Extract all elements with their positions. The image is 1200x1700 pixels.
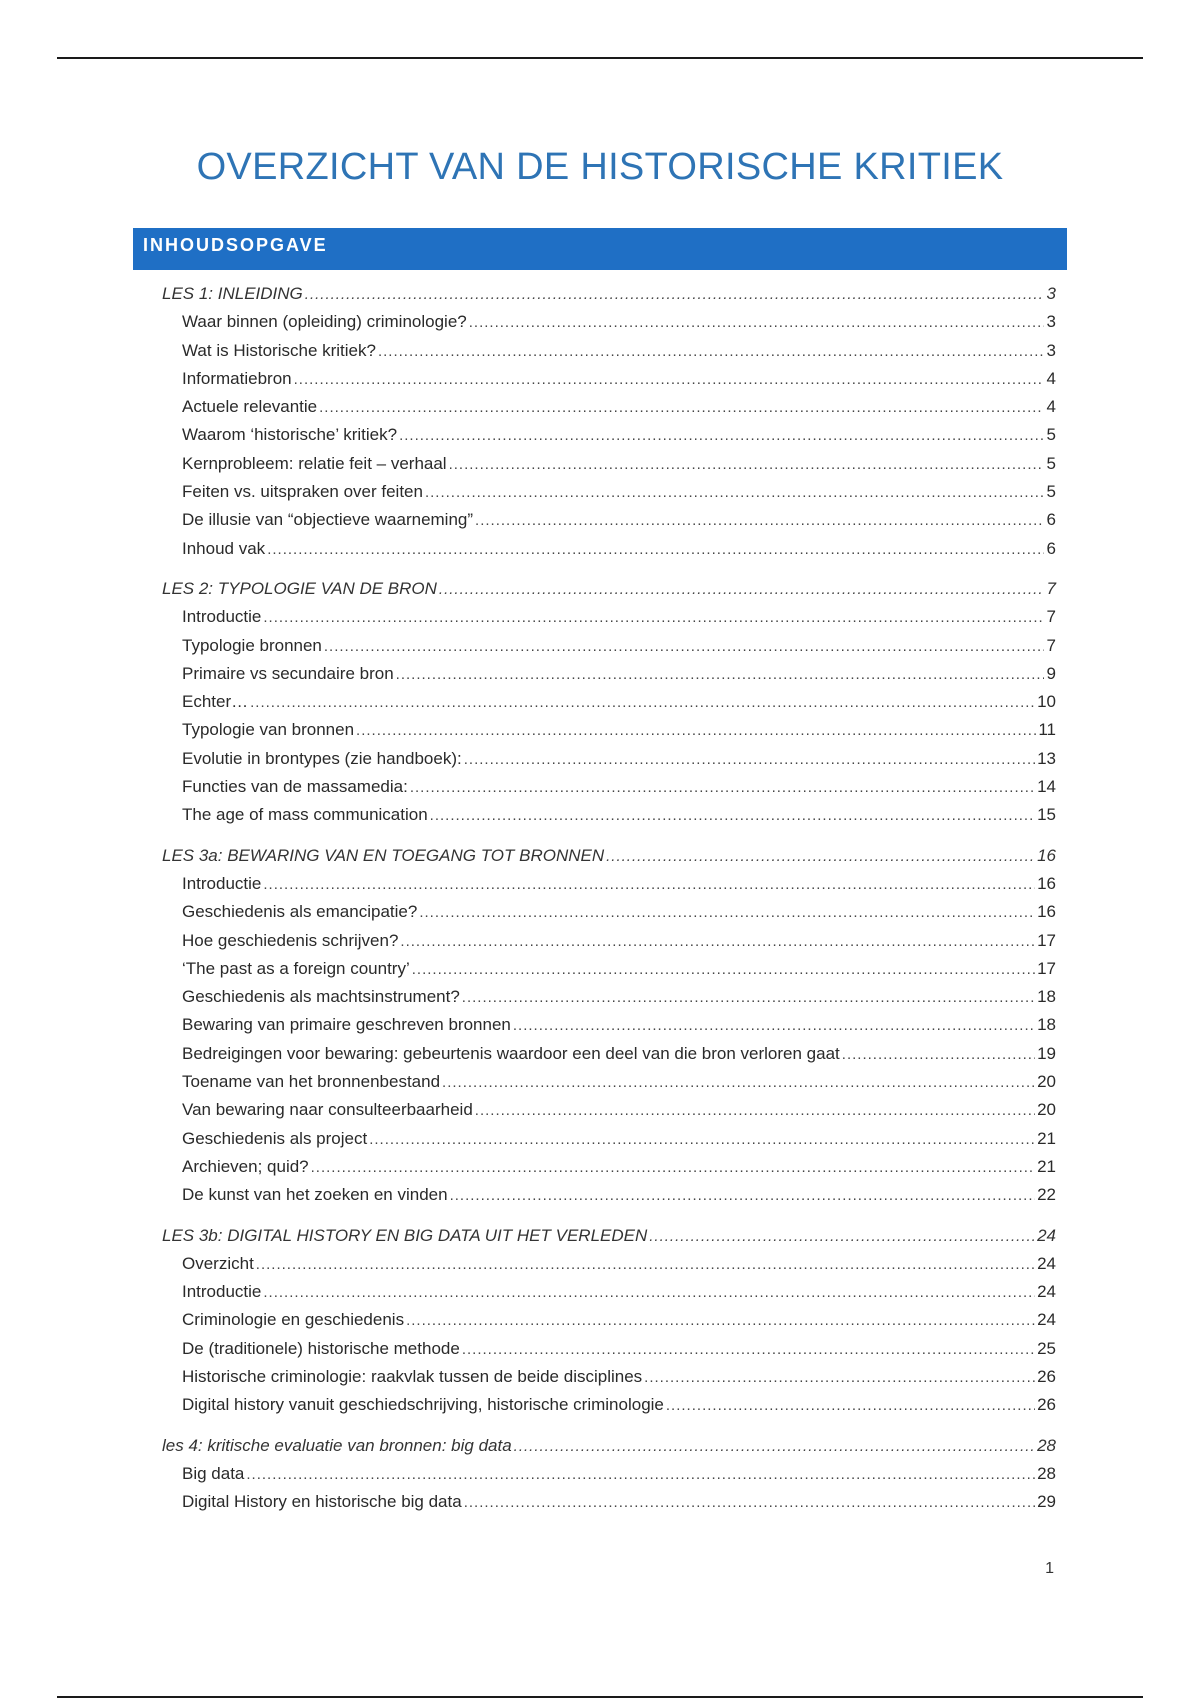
bottom-rule [57, 1696, 1143, 1698]
toc-dot-leader [449, 451, 1044, 479]
toc-subsection-link[interactable] [162, 450, 1056, 478]
toc-entry-title: Feiten vs. uitspraken over feiten [182, 482, 423, 502]
toc-dot-leader [666, 1392, 1035, 1420]
toc-dot-leader [442, 1069, 1035, 1097]
toc-entry-title: Criminologie en geschiedenis [182, 1310, 405, 1330]
toc-subsection-link[interactable] [162, 1068, 1056, 1096]
toc-dot-leader [396, 661, 1044, 689]
toc-page-number: 16 [1037, 902, 1056, 922]
toc-page-number: 21 [1037, 1128, 1056, 1148]
toc-entry-title: Waarom ‘historische’ kritiek? [182, 425, 398, 445]
toc-subsection-link[interactable] [162, 1040, 1056, 1068]
toc-dot-leader [294, 366, 1044, 394]
toc-dot-leader [267, 536, 1044, 564]
toc-entry-title: Historische criminologie: raakvlak tussen de beide disciplines [182, 1366, 643, 1386]
toc-dot-leader [469, 309, 1044, 337]
toc-dot-leader [250, 689, 1035, 717]
toc-subsection-link[interactable] [162, 1125, 1056, 1153]
toc-dot-leader [513, 1012, 1035, 1040]
toc-dot-leader [439, 576, 1044, 604]
toc-entry-title: Actuele relevantie [182, 397, 318, 417]
toc-page-number: 17 [1037, 930, 1056, 950]
toc-page-number: 21 [1037, 1156, 1056, 1176]
toc-subsection-link[interactable] [162, 1181, 1056, 1209]
toc-heading: INHOUDSOPGAVE [133, 228, 1067, 270]
toc-subsection-link[interactable] [162, 308, 1056, 336]
toc-subsection-link[interactable] [162, 927, 1056, 955]
toc-dot-leader [419, 899, 1035, 927]
toc-section-link[interactable] [162, 842, 1056, 870]
toc-subsection-link[interactable] [162, 983, 1056, 1011]
toc-entry-title: De illusie van “objectieve waarneming” [182, 510, 474, 530]
toc-subsection-link[interactable] [162, 1096, 1056, 1124]
toc-subsection-link[interactable] [162, 745, 1056, 773]
toc-entry-title: Geschiedenis als emancipatie? [182, 902, 418, 922]
toc-entry-title: LES 1: INLEIDING [162, 284, 303, 303]
toc-subsection-link[interactable] [162, 1306, 1056, 1334]
toc-subsection-link[interactable] [162, 365, 1056, 393]
toc-entry-title: Bedreigingen voor bewaring: gebeurtenis waardoor een deel van die bron verloren gaat [182, 1043, 840, 1063]
toc-page-number: 26 [1037, 1395, 1056, 1415]
toc-subsection-link[interactable] [162, 1335, 1056, 1363]
toc-page-number: 9 [1046, 663, 1056, 683]
toc-dot-leader [369, 1126, 1035, 1154]
toc-dot-leader [412, 956, 1035, 984]
toc-page-number: 7 [1046, 607, 1056, 627]
toc-page-number: 4 [1046, 397, 1056, 417]
toc-entry-title: Echter… [182, 692, 249, 712]
toc-entry-title: Digital history vanuit geschiedschrijving, historische criminologie [182, 1395, 664, 1415]
toc-page-number: 3 [1046, 312, 1056, 332]
toc-section-gap [162, 563, 1056, 575]
toc-dot-leader [263, 871, 1035, 899]
toc-subsection-link[interactable] [162, 801, 1056, 829]
toc-page-number: 26 [1037, 1366, 1056, 1386]
toc-dot-leader [378, 338, 1044, 366]
toc-page-number: 16 [1037, 845, 1056, 865]
toc-subsection-link[interactable] [162, 1391, 1056, 1419]
toc-subsection-link[interactable] [162, 1460, 1056, 1488]
toc-section-gap [162, 830, 1056, 842]
toc-subsection-link[interactable] [162, 632, 1056, 660]
toc-page-number: 3 [1046, 340, 1056, 360]
toc-subsection-link[interactable] [162, 660, 1056, 688]
toc-page-number: 7 [1046, 578, 1056, 598]
toc-subsection-link[interactable] [162, 1278, 1056, 1306]
toc-section-link[interactable] [162, 1222, 1056, 1250]
toc-dot-leader [649, 1223, 1035, 1251]
toc-dot-leader [410, 774, 1035, 802]
toc-page-number: 5 [1046, 482, 1056, 502]
toc-page-number: 6 [1046, 510, 1056, 530]
toc-page-number: 25 [1037, 1338, 1056, 1358]
toc-section-link[interactable] [162, 575, 1056, 603]
toc-dot-leader [399, 422, 1044, 450]
toc-entry-title: LES 3a: BEWARING VAN EN TOEGANG TOT BRONNEN [162, 845, 605, 865]
toc-dot-leader [406, 1307, 1035, 1335]
toc-page-number: 18 [1037, 1015, 1056, 1035]
toc-page-number: 4 [1046, 368, 1056, 388]
toc-entry-title: Typologie bronnen [182, 635, 322, 655]
toc-dot-leader [644, 1364, 1035, 1392]
toc-dot-leader [256, 1251, 1035, 1279]
toc-dot-leader [475, 507, 1044, 535]
toc-page-number: 11 [1038, 720, 1056, 740]
toc-entry-title: The age of mass communication [182, 805, 428, 825]
toc-page-number: 18 [1037, 987, 1056, 1007]
toc-entry-title: Waar binnen (opleiding) criminologie? [182, 312, 467, 332]
toc-entry-title: De (traditionele) historische methode [182, 1338, 460, 1358]
toc-dot-leader [311, 1154, 1035, 1182]
toc-page-number: 29 [1037, 1492, 1056, 1512]
toc-entry-title: Typologie van bronnen [182, 720, 355, 740]
toc-subsection-link[interactable] [162, 478, 1056, 506]
toc-dot-leader [356, 717, 1036, 745]
toc-page-number: 5 [1046, 425, 1056, 445]
toc-entry-title: De kunst van het zoeken en vinden [182, 1185, 448, 1205]
toc-page-number: 20 [1037, 1100, 1056, 1120]
toc-page-number: 24 [1037, 1310, 1056, 1330]
toc-page-number: 7 [1046, 635, 1056, 655]
toc-entry-title: Bewaring van primaire geschreven bronnen [182, 1015, 511, 1035]
toc-dot-leader [464, 746, 1035, 774]
toc-entry-title: Overzicht [182, 1253, 254, 1273]
toc-entry-title: LES 3b: DIGITAL HISTORY EN BIG DATA UIT HET VERLEDEN [162, 1225, 648, 1245]
toc-entry-title: Introductie [182, 873, 262, 893]
document-title: OVERZICHT VAN DE HISTORISCHE KRITIEK [196, 146, 1004, 188]
toc-section-gap [162, 1420, 1056, 1432]
toc-subsection-link[interactable] [162, 1011, 1056, 1039]
toc-entry-title: Primaire vs secundaire bron [182, 663, 394, 683]
toc-dot-leader [324, 633, 1044, 661]
toc-page-number: 28 [1037, 1463, 1056, 1483]
toc-subsection-link[interactable] [162, 773, 1056, 801]
toc-dot-leader [246, 1461, 1035, 1489]
toc-dot-leader [263, 604, 1044, 632]
toc-dot-leader [400, 928, 1035, 956]
toc-subsection-link[interactable] [162, 1363, 1056, 1391]
toc-subsection-link[interactable] [162, 716, 1056, 744]
toc-entry-title: les 4: kritische evaluatie van bronnen: big data [162, 1435, 512, 1455]
toc-subsection-link[interactable] [162, 421, 1056, 449]
toc-page-number: 10 [1037, 692, 1056, 712]
toc-subsection-link[interactable] [162, 1153, 1056, 1181]
toc-entry-title: Wat is Historische kritiek? [182, 340, 376, 360]
toc-page-number: 13 [1037, 748, 1056, 768]
toc-entry-title: Functies van de massamedia: [182, 777, 408, 797]
toc-subsection-link[interactable] [162, 1488, 1056, 1516]
toc-dot-leader [462, 984, 1035, 1012]
toc-subsection-link[interactable] [162, 506, 1056, 534]
toc-page-number: 19 [1037, 1043, 1056, 1063]
toc-entry-title: Geschiedenis als machtsinstrument? [182, 987, 460, 1007]
toc-subsection-link[interactable] [162, 688, 1056, 716]
toc-page-number: 24 [1037, 1225, 1056, 1245]
toc-page-number: 5 [1046, 453, 1056, 473]
toc-entry-title: LES 2: TYPOLOGIE VAN DE BRON [162, 578, 437, 598]
toc-entry-title: Inhoud vak [182, 538, 266, 558]
toc-page-number: 20 [1037, 1072, 1056, 1092]
toc-subsection-link[interactable] [162, 393, 1056, 421]
toc-entry-title: Kernprobleem: relatie feit – verhaal [182, 453, 447, 473]
toc-page-number: 24 [1037, 1282, 1056, 1302]
toc-page-number: 14 [1037, 777, 1056, 797]
toc-entry-title: Introductie [182, 1282, 262, 1302]
toc-page-number: 6 [1046, 538, 1056, 558]
toc-entry-title: Big data [182, 1463, 245, 1483]
toc-entry-title: Hoe geschiedenis schrijven? [182, 930, 399, 950]
toc-entry-title: Digital History en historische big data [182, 1492, 462, 1512]
toc-page-number: 28 [1037, 1435, 1056, 1455]
toc-dot-leader [606, 843, 1035, 871]
toc-dot-leader [430, 802, 1035, 830]
toc-subsection-link[interactable] [162, 337, 1056, 365]
toc-subsection-link[interactable] [162, 870, 1056, 898]
toc-dot-leader [425, 479, 1044, 507]
toc-subsection-link[interactable] [162, 898, 1056, 926]
page-number: 1 [1045, 1560, 1054, 1577]
toc-dot-leader [319, 394, 1044, 422]
toc-subsection-link[interactable] [162, 955, 1056, 983]
toc-page-number: 17 [1037, 958, 1056, 978]
toc-section-gap [162, 1210, 1056, 1222]
toc-dot-leader [305, 281, 1044, 309]
toc-dot-leader [450, 1182, 1036, 1210]
toc-dot-leader [263, 1279, 1035, 1307]
top-rule [57, 57, 1143, 59]
toc-entry-title: ‘The past as a foreign country’ [182, 958, 410, 978]
toc-page-number: 3 [1046, 284, 1056, 303]
toc-page-number: 22 [1037, 1185, 1056, 1205]
toc-entry-title: Informatiebron [182, 368, 292, 388]
toc-entry-title: Archieven; quid? [182, 1156, 309, 1176]
toc-entry-title: Van bewaring naar consulteerbaarheid [182, 1100, 473, 1120]
toc-entry-title: Toename van het bronnenbestand [182, 1072, 441, 1092]
toc-dot-leader [475, 1097, 1035, 1125]
toc-page-number: 16 [1037, 873, 1056, 893]
toc-subsection-link[interactable] [162, 603, 1056, 631]
toc-dot-leader [842, 1041, 1035, 1069]
toc-section-link[interactable] [162, 1432, 1056, 1460]
toc-page-number: 15 [1037, 805, 1056, 825]
toc-dot-leader [462, 1336, 1035, 1364]
table-of-contents [162, 280, 1056, 1516]
toc-entry-title: Geschiedenis als project [182, 1128, 368, 1148]
toc-subsection-link[interactable] [162, 1250, 1056, 1278]
toc-entry-title: Introductie [182, 607, 262, 627]
toc-page-number: 24 [1037, 1253, 1056, 1273]
toc-subsection-link[interactable] [162, 535, 1056, 563]
toc-section-link[interactable] [162, 280, 1056, 308]
toc-dot-leader [464, 1489, 1035, 1517]
toc-entry-title: Evolutie in brontypes (zie handboek): [182, 748, 462, 768]
toc-dot-leader [514, 1433, 1035, 1461]
